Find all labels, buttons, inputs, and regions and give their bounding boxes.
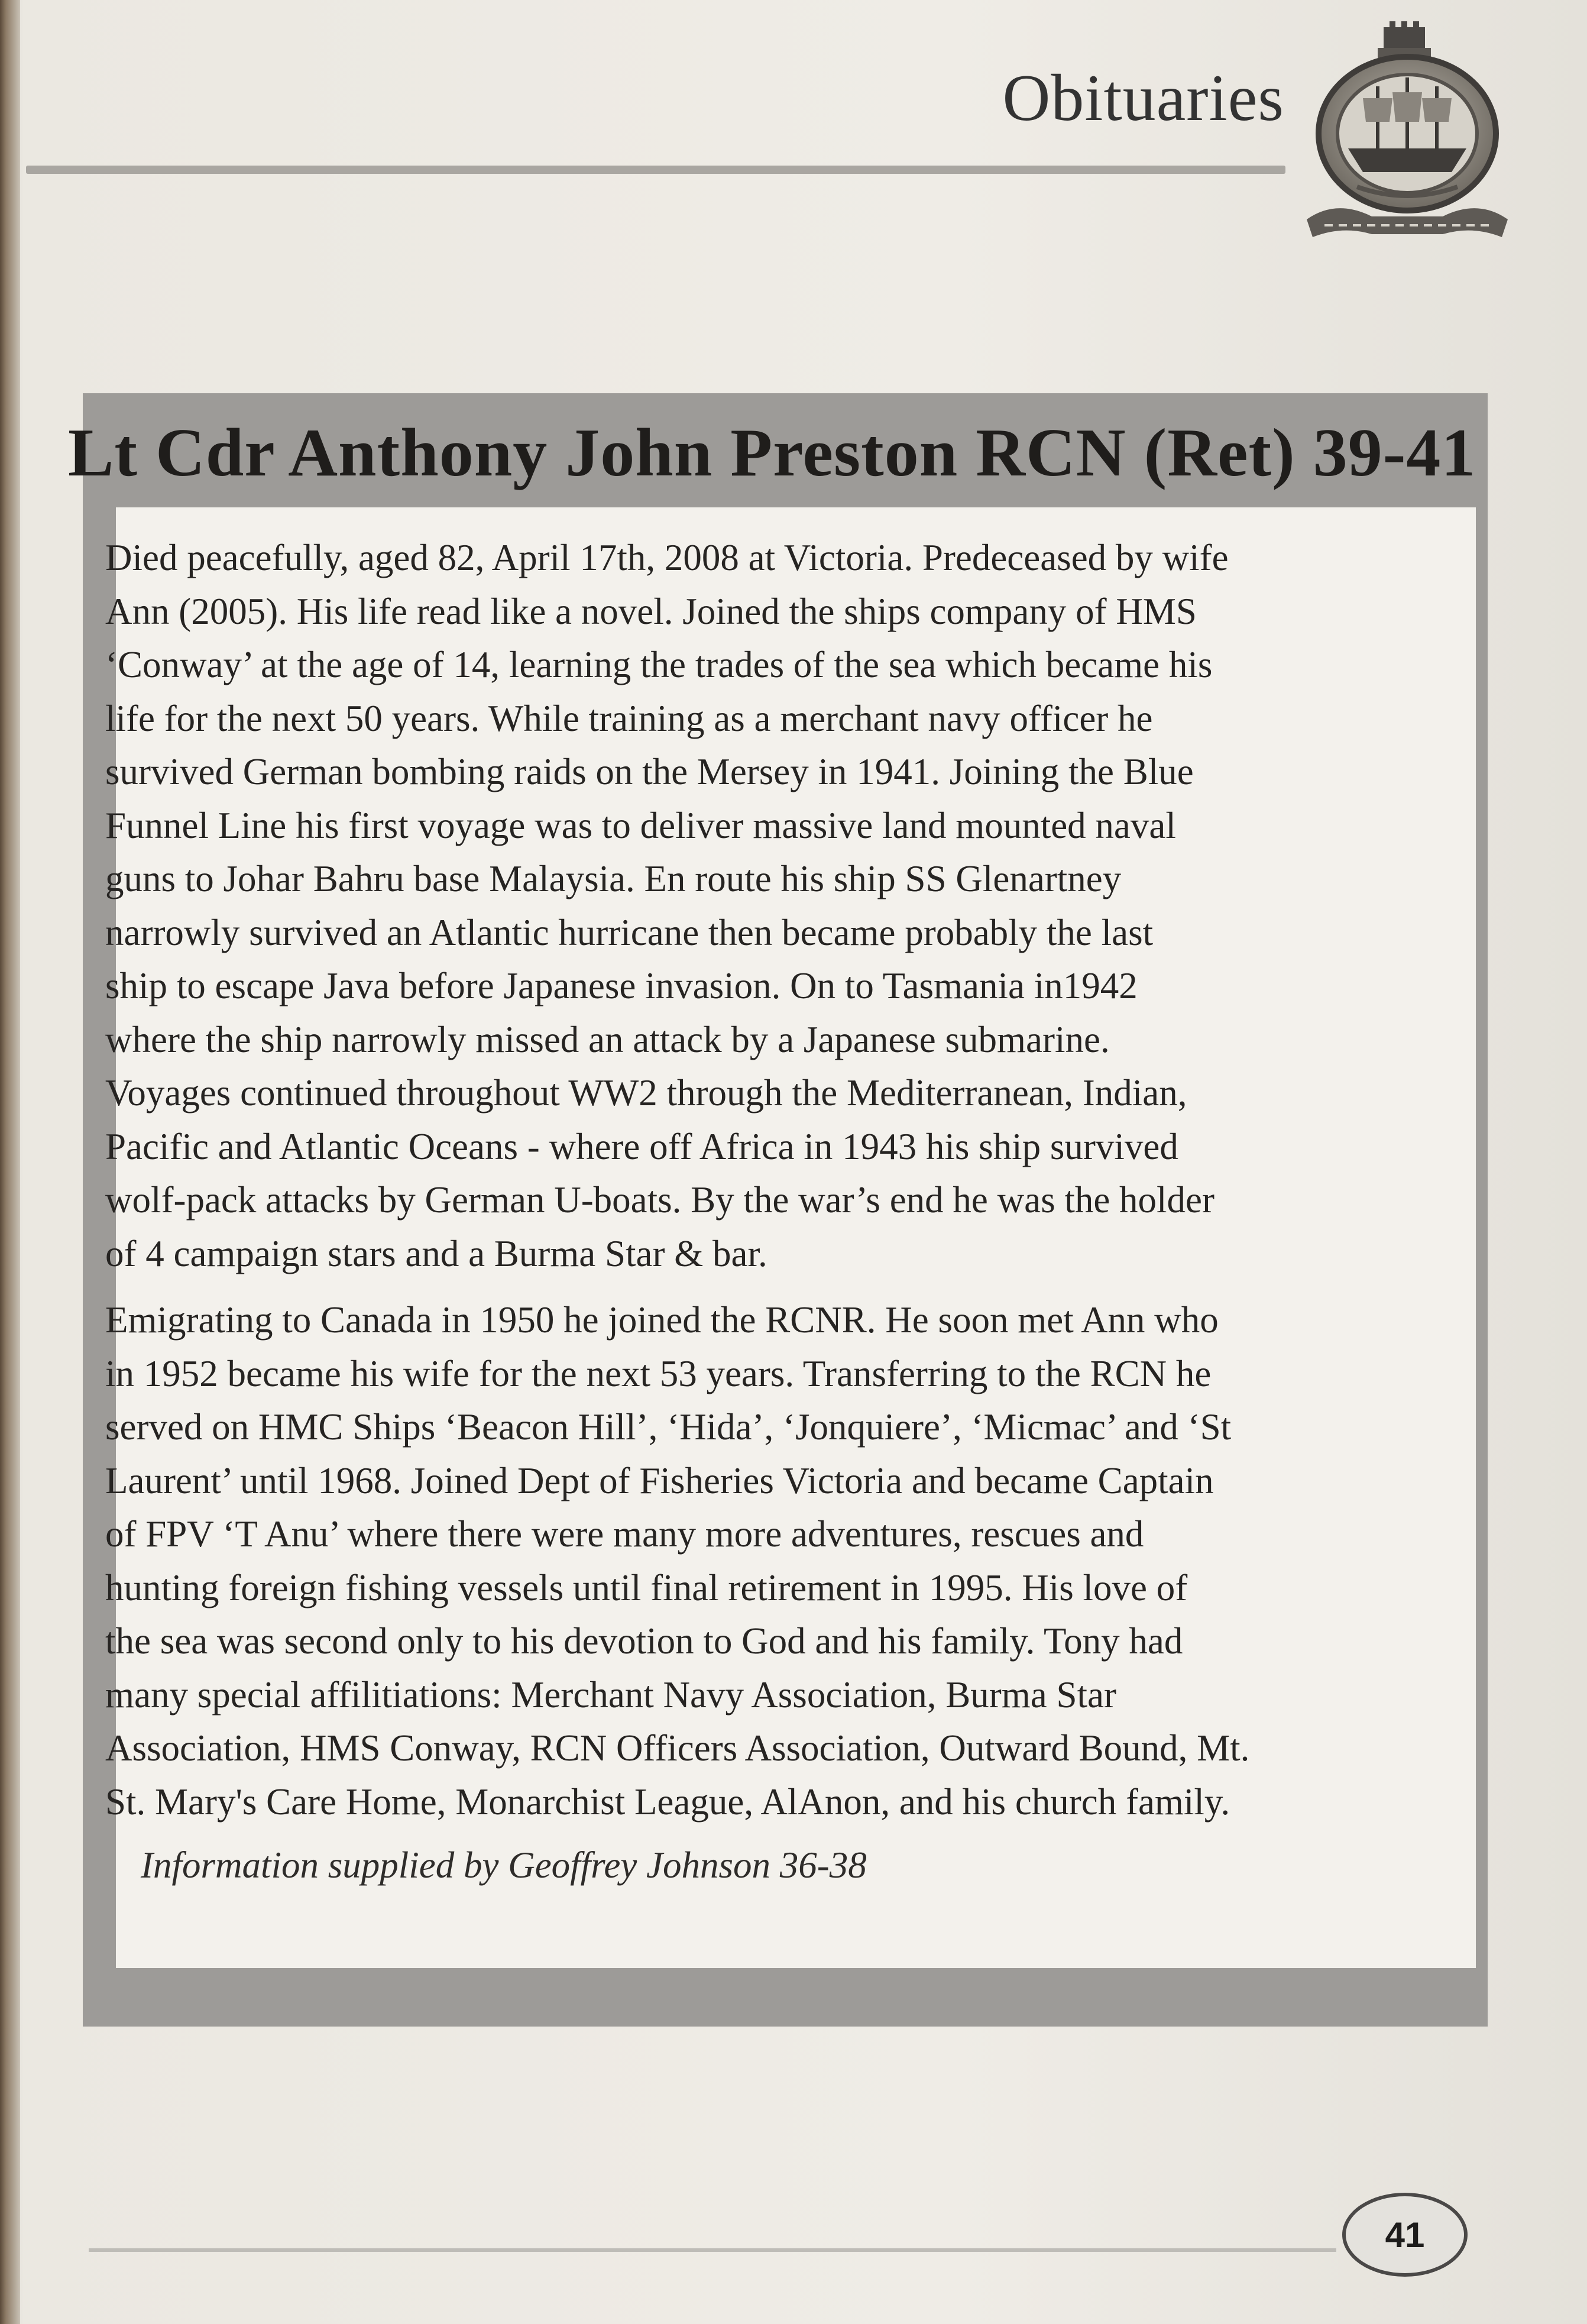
- text-line: Voyages continued throughout WW2 through the Mediterranean, Indian,: [105, 1072, 1187, 1114]
- text-line: where the ship narrowly missed an attack by a Japanese submarine.: [105, 1018, 1110, 1060]
- text-line: in 1952 became his wife for the next 53 years. Transferring to the RCN he: [105, 1352, 1212, 1394]
- text-line: hunting foreign fishing vessels until final retirement in 1995. His love of: [105, 1566, 1188, 1608]
- text-line: ship to escape Java before Japanese invasion. On to Tasmania in1942: [105, 965, 1138, 1006]
- text-line: Died peacefully, aged 82, April 17th, 2008 at Victoria. Predeceased by wife: [105, 537, 1229, 578]
- page-number-badge: [1342, 2193, 1468, 2277]
- text-line: of FPV ‘T Anu’ where there were many more adventures, rescues and: [105, 1513, 1144, 1555]
- text-line: served on HMC Ships ‘Beacon Hill’, ‘Hida’, ‘Jonquiere’, ‘Micmac’ and ‘St: [105, 1406, 1232, 1448]
- information-credit: Information supplied by Geoffrey Johnson 36-38: [141, 1844, 867, 1886]
- text-line: Pacific and Atlantic Oceans - where off Africa in 1943 his ship survived: [105, 1125, 1178, 1167]
- text-line: Funnel Line his first voyage was to deliver massive land mounted naval: [105, 804, 1176, 846]
- page-binding-edge: [0, 0, 20, 2324]
- header-rule: [26, 166, 1285, 174]
- text-line: survived German bombing raids on the Mersey in 1941. Joining the Blue: [105, 751, 1194, 792]
- text-line: guns to Johar Bahru base Malaysia. En route his ship SS Glenartney: [105, 858, 1122, 899]
- text-line: many special affilitiations: Merchant Navy Association, Burma Star: [105, 1674, 1116, 1716]
- text-line: St. Mary's Care Home, Monarchist League, AlAnon, and his church family.: [105, 1781, 1230, 1823]
- text-line: Emigrating to Canada in 1950 he joined the RCNR. He soon met Ann who: [105, 1299, 1219, 1341]
- obituary-paragraph-1: [105, 531, 1424, 1280]
- obituary-paragraph-2: [105, 1293, 1424, 1828]
- text-line: life for the next 50 years. While training as a merchant navy officer he: [105, 697, 1153, 739]
- obituary-body: [105, 531, 1424, 1828]
- page-number: 41: [1385, 2215, 1425, 2255]
- ship-crest-logo: [1301, 21, 1514, 246]
- text-line: the sea was second only to his devotion to God and his family. Tony had: [105, 1620, 1183, 1662]
- footer-rule: [89, 2248, 1336, 2252]
- text-line: ‘Conway’ at the age of 14, learning the trades of the sea which became his: [105, 644, 1213, 685]
- text-line: Laurent’ until 1968. Joined Dept of Fisheries Victoria and became Captain: [105, 1459, 1214, 1501]
- text-line: narrowly survived an Atlantic hurricane then became probably the last: [105, 911, 1154, 953]
- text-line: of 4 campaign stars and a Burma Star & bar.: [105, 1232, 767, 1274]
- section-title: Obituaries: [1002, 62, 1284, 135]
- text-line: Ann (2005). His life read like a novel. Joined the ships company of HMS: [105, 590, 1197, 632]
- obituary-headline: Lt Cdr Anthony John Preston RCN (Ret) 39-41: [68, 415, 1476, 491]
- text-line: Association, HMS Conway, RCN Officers Association, Outward Bound, Mt.: [105, 1727, 1250, 1769]
- text-line: wolf-pack attacks by German U-boats. By the war’s end he was the holder: [105, 1179, 1215, 1221]
